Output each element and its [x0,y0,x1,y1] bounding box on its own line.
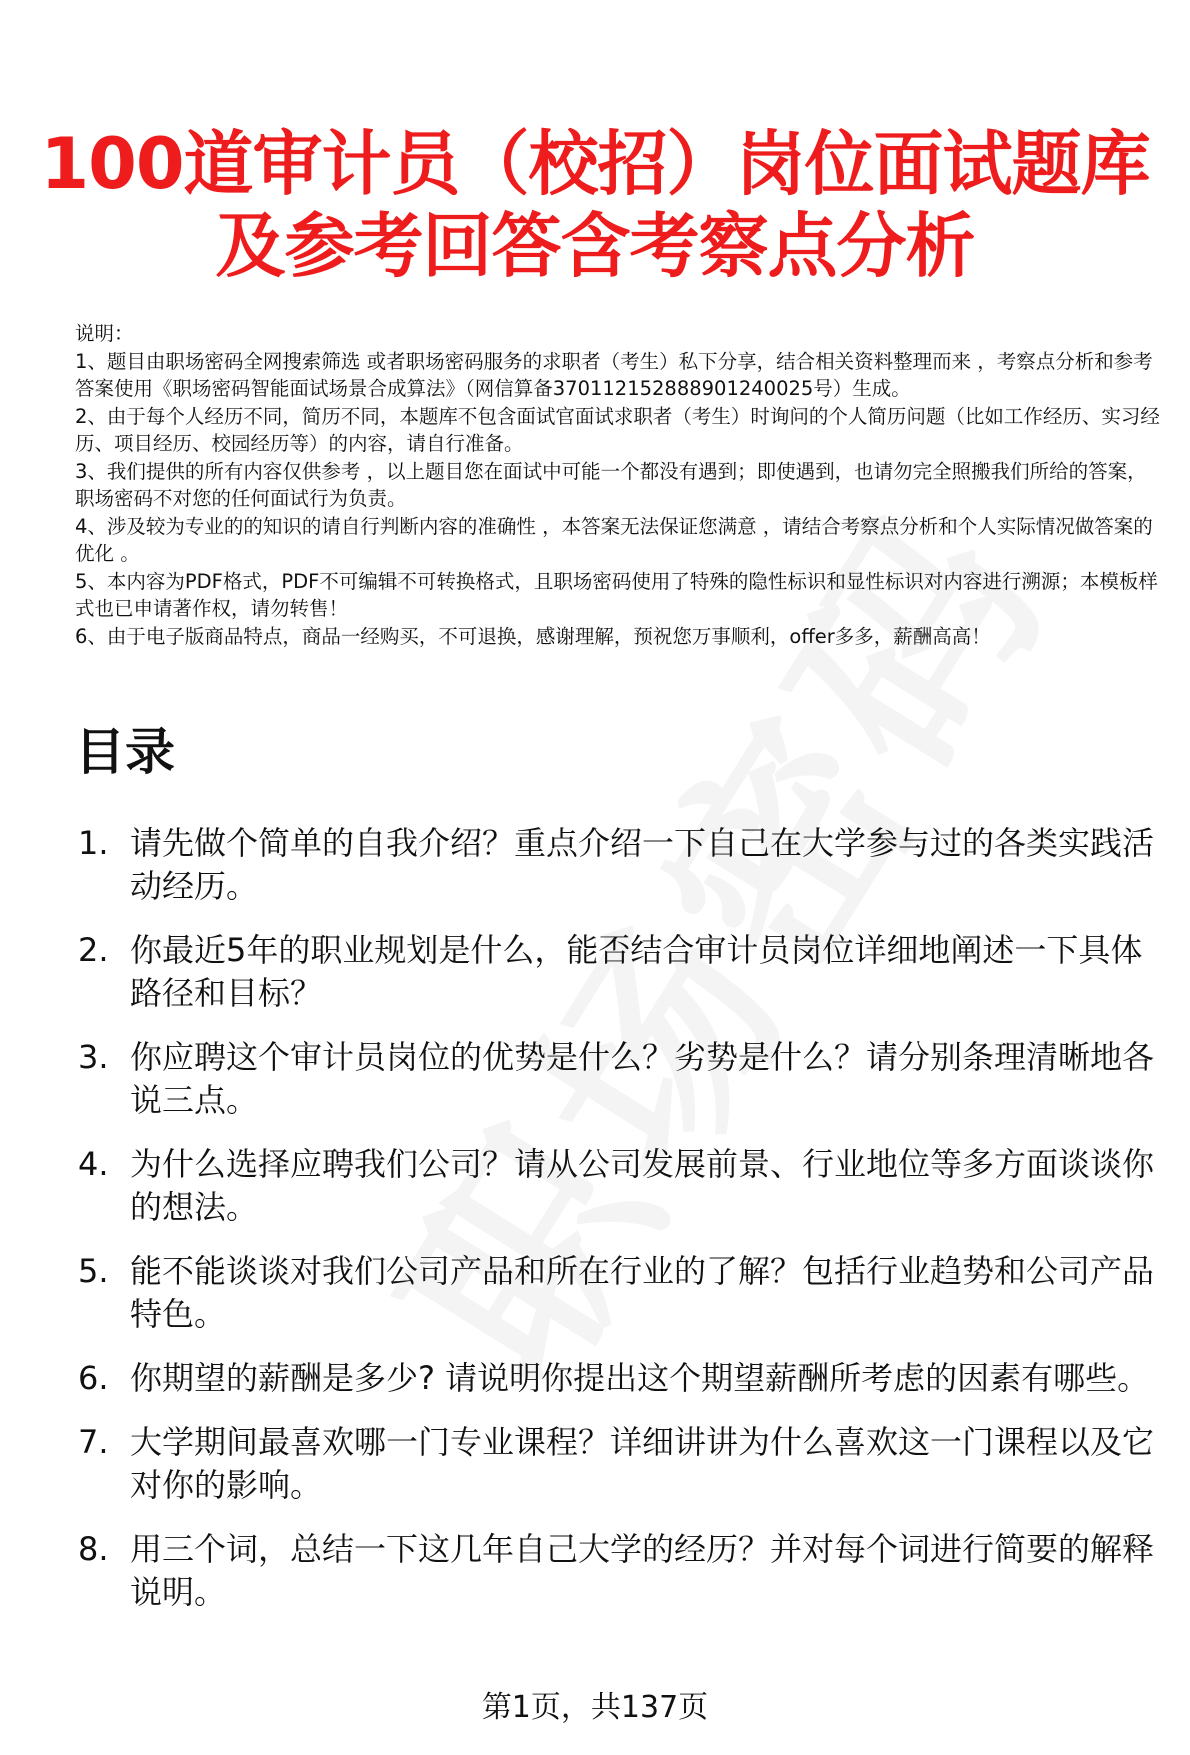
notes-heading: 说明： [75,322,134,345]
notes-item: 3、我们提供的所有内容仅供参考 ，以上题目您在面试中可能一个都没有遇到；即使遇到，也请勿完全照搬我们所给的答案，职场密码不对您的任何面试行为负责。 [75,459,1147,510]
notes-item: 1、题目由职场密码全网搜索筛选 或者职场密码服务的求职者（考生）私下分享，结合相关资料整理而来 ，考察点分析和参考答案使用《职场密码智能面试场景合成算法》（网信算备370112152888901240025号）生成。 [75,349,1153,400]
notes-item: 2、由于每个人经历不同，简历不同，本题库不包含面试官面试求职者（考生）时询问的个人简历问题（比如工作经历、实习经历、项目经历、校园经历等）的内容，请自行准备。 [75,404,1160,455]
page-number-footer: 第1页，共137页 [481,1690,709,1725]
toc-item-number: 6. [78,1359,109,1397]
toc-item-text: 大学期间最喜欢哪一门专业课程？详细讲讲为什么喜欢这一门课程以及它对你的影响。 [130,1423,1155,1504]
toc-item[interactable] [78,822,1168,908]
notes-section [75,320,1165,650]
toc-item[interactable] [78,1250,1168,1336]
toc-item-text: 你期望的薪酬是多少? 请说明你提出这个期望薪酬所考虑的因素有哪些。 [130,1359,1150,1397]
page-title-line-2: 及参考回答含考察点分析 [215,205,975,287]
toc-item-number: 3. [78,1038,109,1076]
toc-item-text: 为什么选择应聘我们公司？请从公司发展前景、行业地位等多方面谈谈你的想法。 [130,1145,1155,1226]
toc-item-number: 5. [78,1252,109,1290]
toc-item[interactable] [78,1357,1168,1400]
page-title-line-1: 100道审计员（校招）岗位面试题库 [40,123,1150,205]
toc-item[interactable] [78,1036,1168,1122]
toc-item-text: 请先做个简单的自我介绍？重点介绍一下自己在大学参与过的各类实践活动经历。 [130,824,1155,905]
toc-item[interactable] [78,1421,1168,1507]
toc-item-text: 能不能谈谈对我们公司产品和所在行业的了解？包括行业趋势和公司产品特色。 [130,1252,1155,1333]
notes-item: 4、涉及较为专业的的知识的请自行判断内容的准确性 ，本答案无法保证您满意 ，请结合考察点分析和个人实际情况做答案的优化 。 [75,514,1153,565]
toc-item[interactable] [78,1143,1168,1229]
toc-heading: 目录 [75,723,175,781]
toc-item[interactable] [78,929,1168,1015]
toc-item-number: 4. [78,1145,109,1183]
toc-item-text: 用三个词，总结一下这几年自己大学的经历？并对每个词进行简要的解释说明。 [130,1530,1155,1611]
toc-item-number: 2. [78,931,109,969]
toc-list [78,822,1168,1635]
toc-item-number: 8. [78,1530,109,1568]
notes-item: 5、本内容为PDF格式，PDF不可编辑不可转换格式，且职场密码使用了特殊的隐性标识和显性标识对内容进行溯源；本模板样式也已申请著作权，请勿转售！ [75,569,1158,620]
toc-item[interactable] [78,1528,1168,1614]
toc-item-text: 你最近5年的职业规划是什么，能否结合审计员岗位详细地阐述一下具体路径和目标？ [130,931,1143,1012]
toc-item-number: 1. [78,824,109,862]
toc-item-text: 你应聘这个审计员岗位的优势是什么？劣势是什么？请分别条理清晰地各说三点。 [130,1038,1155,1119]
notes-item: 6、由于电子版商品特点，商品一经购买，不可退换，感谢理解，预祝您万事顺利，offer多多，薪酬高高！ [75,624,991,648]
toc-item-number: 7. [78,1423,109,1461]
